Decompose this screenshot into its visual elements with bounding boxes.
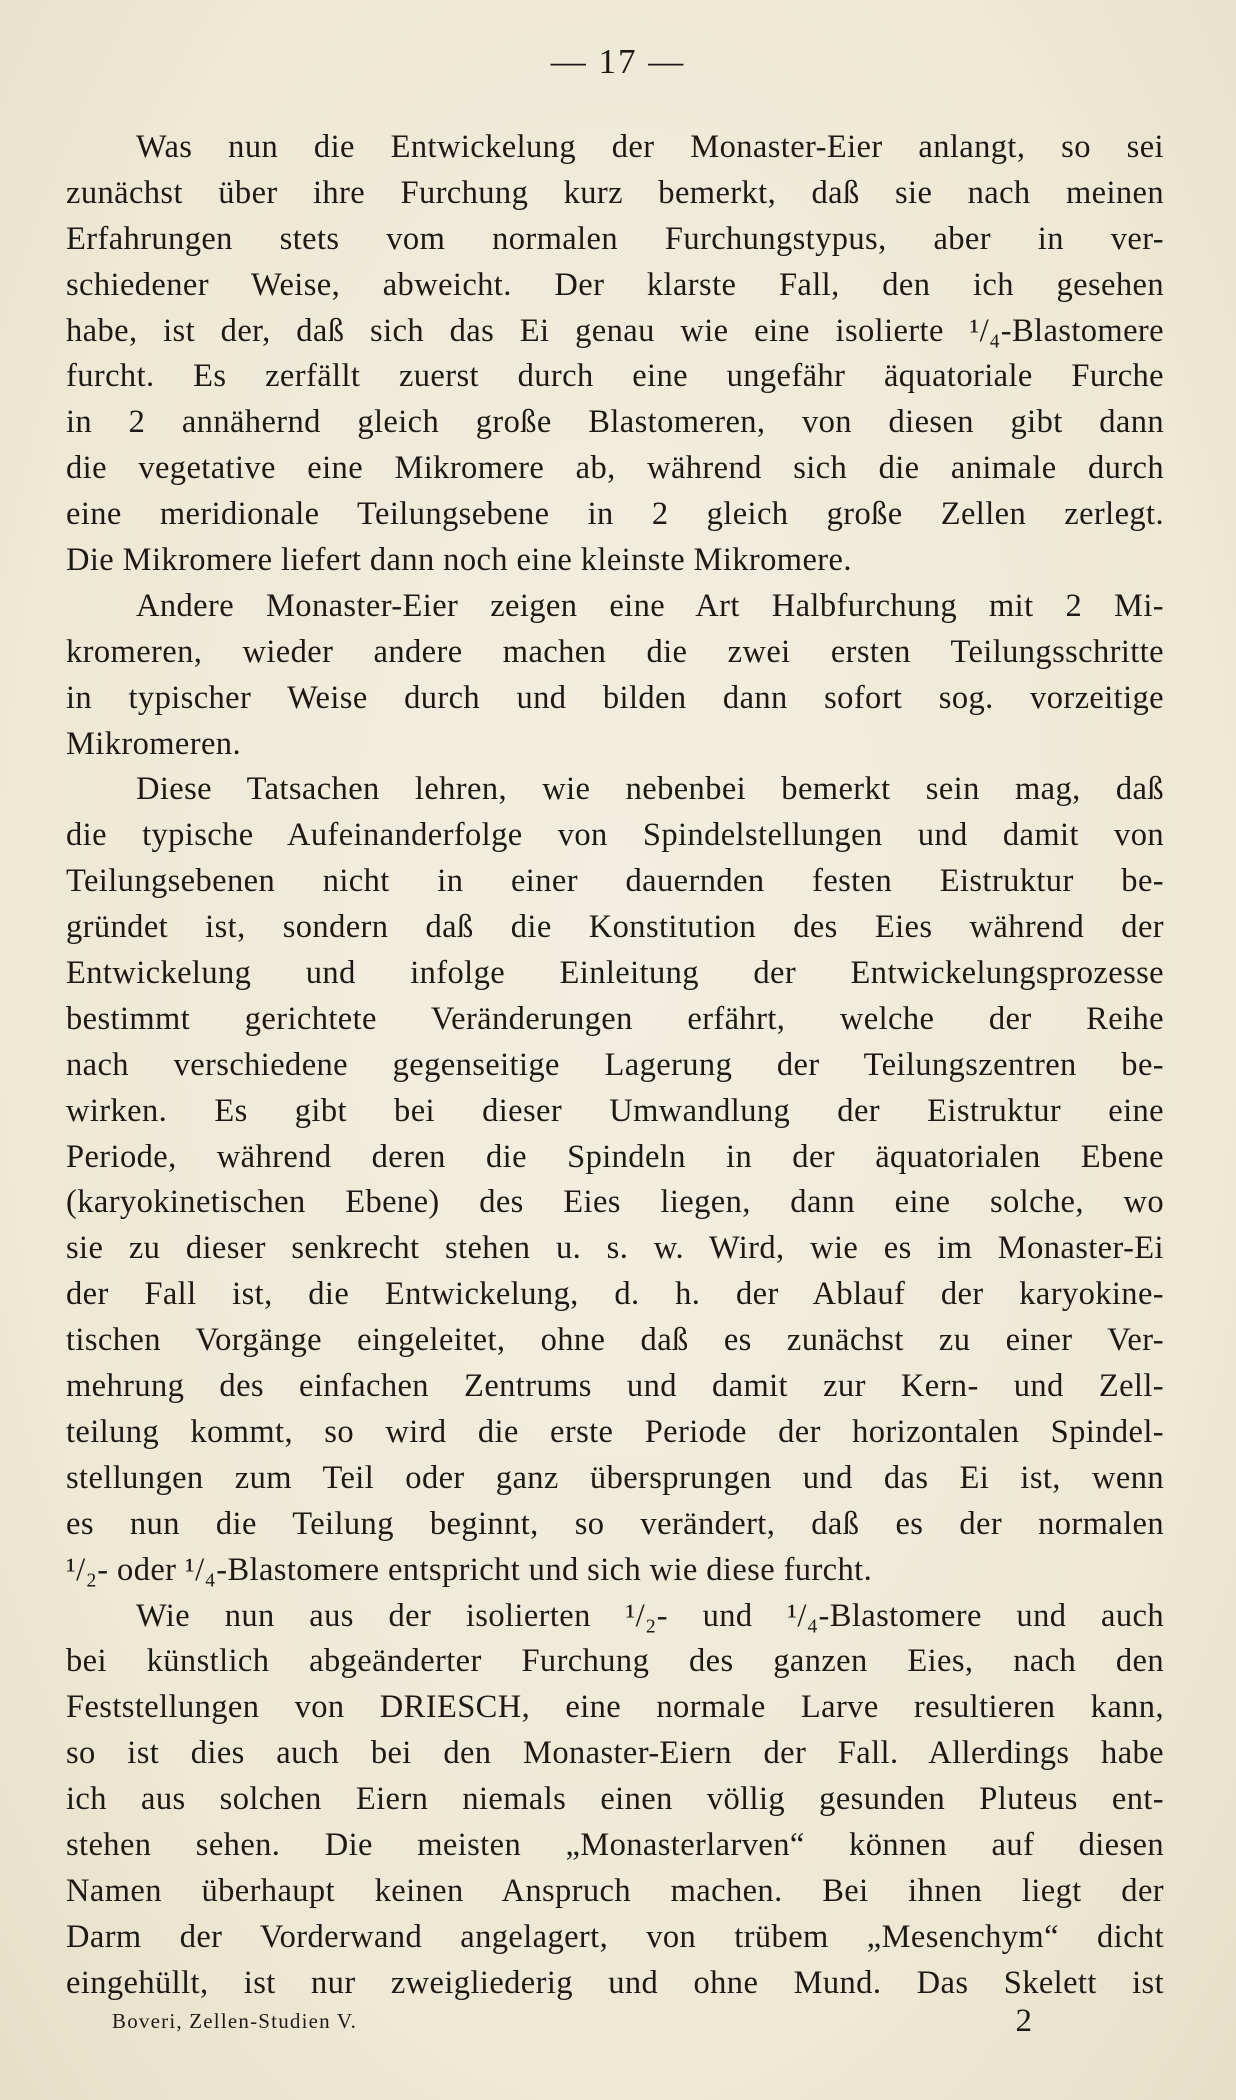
text-line: gründet ist, sondern daß die Konstitution des Eies während der bbox=[66, 909, 1164, 946]
text-line: die vegetative eine Mikromere ab, während sich die animale durch bbox=[66, 450, 1164, 487]
text-line: ich aus solchen Eiern niemals einen völlig gesunden Pluteus ent- bbox=[66, 1781, 1164, 1818]
text-line: Andere Monaster-Eier zeigen eine Art Halbfurchung mit 2 Mi- bbox=[136, 587, 1164, 624]
text-line: habe, ist der, daß sich das Ei genau wie eine isolierte ¹/₄-Blastomere bbox=[66, 312, 1164, 349]
text-line: Periode, während deren die Spindeln in der äquatorialen Ebene bbox=[66, 1138, 1164, 1175]
text-line: zunächst über ihre Furchung kurz bemerkt, daß sie nach meinen bbox=[66, 174, 1164, 211]
text-line: Erfahrungen stets vom normalen Furchungstypus, aber in ver- bbox=[66, 220, 1164, 257]
text-line: eingehüllt, ist nur zweigliederig und ohne Mund. Das Skelett ist bbox=[66, 1964, 1164, 2001]
text-line: ¹/₂- oder ¹/₄-Blastomere entspricht und sich wie diese furcht. bbox=[66, 1551, 873, 1588]
running-title: Boveri, Zellen-Studien V. bbox=[112, 2009, 358, 2033]
text-line: nach verschiedene gegenseitige Lagerung der Teilungszentren be- bbox=[66, 1046, 1164, 1083]
text-line: mehrung des einfachen Zentrums und damit zur Kern- und Zell- bbox=[66, 1368, 1164, 1405]
text-line: Entwickelung und infolge Einleitung der Entwickelungsprozesse bbox=[66, 955, 1164, 992]
text-line: Mikromeren. bbox=[66, 725, 241, 762]
text-line: Namen überhaupt keinen Anspruch machen. Bei ihnen liegt der bbox=[66, 1872, 1164, 1909]
text-line: schiedener Weise, abweicht. Der klarste Fall, den ich gesehen bbox=[66, 266, 1164, 303]
text-line: wirken. Es gibt bei dieser Umwandlung der Eistruktur eine bbox=[66, 1092, 1164, 1129]
text-line: furcht. Es zerfällt zuerst durch eine ungefähr äquatoriale Furche bbox=[66, 358, 1164, 395]
text-line: sie zu dieser senkrecht stehen u. s. w. Wird, wie es im Monaster-Ei bbox=[66, 1230, 1164, 1267]
text-line: Darm der Vorderwand angelagert, von trübem „Mesenchym“ dicht bbox=[66, 1918, 1164, 1955]
text-line: der Fall ist, die Entwickelung, d. h. der Ablauf der karyokine- bbox=[66, 1276, 1164, 1313]
text-line: Die Mikromere liefert dann noch eine kleinste Mikromere. bbox=[66, 542, 852, 579]
page-number: — 17 — bbox=[550, 42, 686, 81]
text-line: bestimmt gerichtete Veränderungen erfährt, welche der Reihe bbox=[66, 1000, 1164, 1037]
paragraph bbox=[66, 584, 1164, 768]
paragraph bbox=[66, 1594, 1164, 2007]
text-line: Feststellungen von DRIESCH, eine normale Larve resultieren kann, bbox=[66, 1689, 1164, 1726]
signature-mark: 2 bbox=[1015, 2003, 1032, 2039]
page-footer bbox=[112, 2003, 1032, 2043]
text-line: in 2 annähernd gleich große Blastomeren, von diesen gibt dann bbox=[66, 404, 1164, 441]
text-line: tischen Vorgänge eingeleitet, ohne daß es zunächst zu einer Ver- bbox=[66, 1322, 1164, 1359]
text-line: (karyokinetischen Ebene) des Eies liegen, dann eine solche, wo bbox=[66, 1184, 1164, 1221]
paragraph bbox=[66, 125, 1164, 584]
text-line: in typischer Weise durch und bilden dann sofort sog. vorzeitige bbox=[66, 679, 1164, 716]
paragraph bbox=[66, 767, 1164, 1593]
text-line: Was nun die Entwickelung der Monaster-Eier anlangt, so sei bbox=[136, 129, 1164, 165]
text-line: Diese Tatsachen lehren, wie nebenbei bemerkt sein mag, daß bbox=[136, 771, 1164, 808]
text-line: so ist dies auch bei den Monaster-Eiern der Fall. Allerdings habe bbox=[66, 1735, 1164, 1772]
text-line: stellungen zum Teil oder ganz übersprungen und das Ei ist, wenn bbox=[66, 1459, 1164, 1496]
text-line: es nun die Teilung beginnt, so verändert, daß es der normalen bbox=[66, 1505, 1164, 1542]
text-line: stehen sehen. Die meisten „Monasterlarven“ können auf diesen bbox=[66, 1826, 1164, 1863]
text-line: bei künstlich abgeänderter Furchung des ganzen Eies, nach den bbox=[66, 1643, 1164, 1680]
text-line: teilung kommt, so wird die erste Periode der horizontalen Spindel- bbox=[66, 1413, 1164, 1450]
body-text bbox=[66, 125, 1164, 2007]
text-line: die typische Aufeinanderfolge von Spindelstellungen und damit von bbox=[66, 817, 1164, 854]
text-line: Teilungsebenen nicht in einer dauernden festen Eistruktur be- bbox=[66, 863, 1164, 900]
text-line: Wie nun aus der isolierten ¹/₂- und ¹/₄-Blastomere und auch bbox=[136, 1597, 1164, 1634]
text-line: kromeren, wieder andere machen die zwei ersten Teilungsschritte bbox=[66, 633, 1164, 670]
text-line: eine meridionale Teilungsebene in 2 gleich große Zellen zerlegt. bbox=[66, 496, 1164, 533]
